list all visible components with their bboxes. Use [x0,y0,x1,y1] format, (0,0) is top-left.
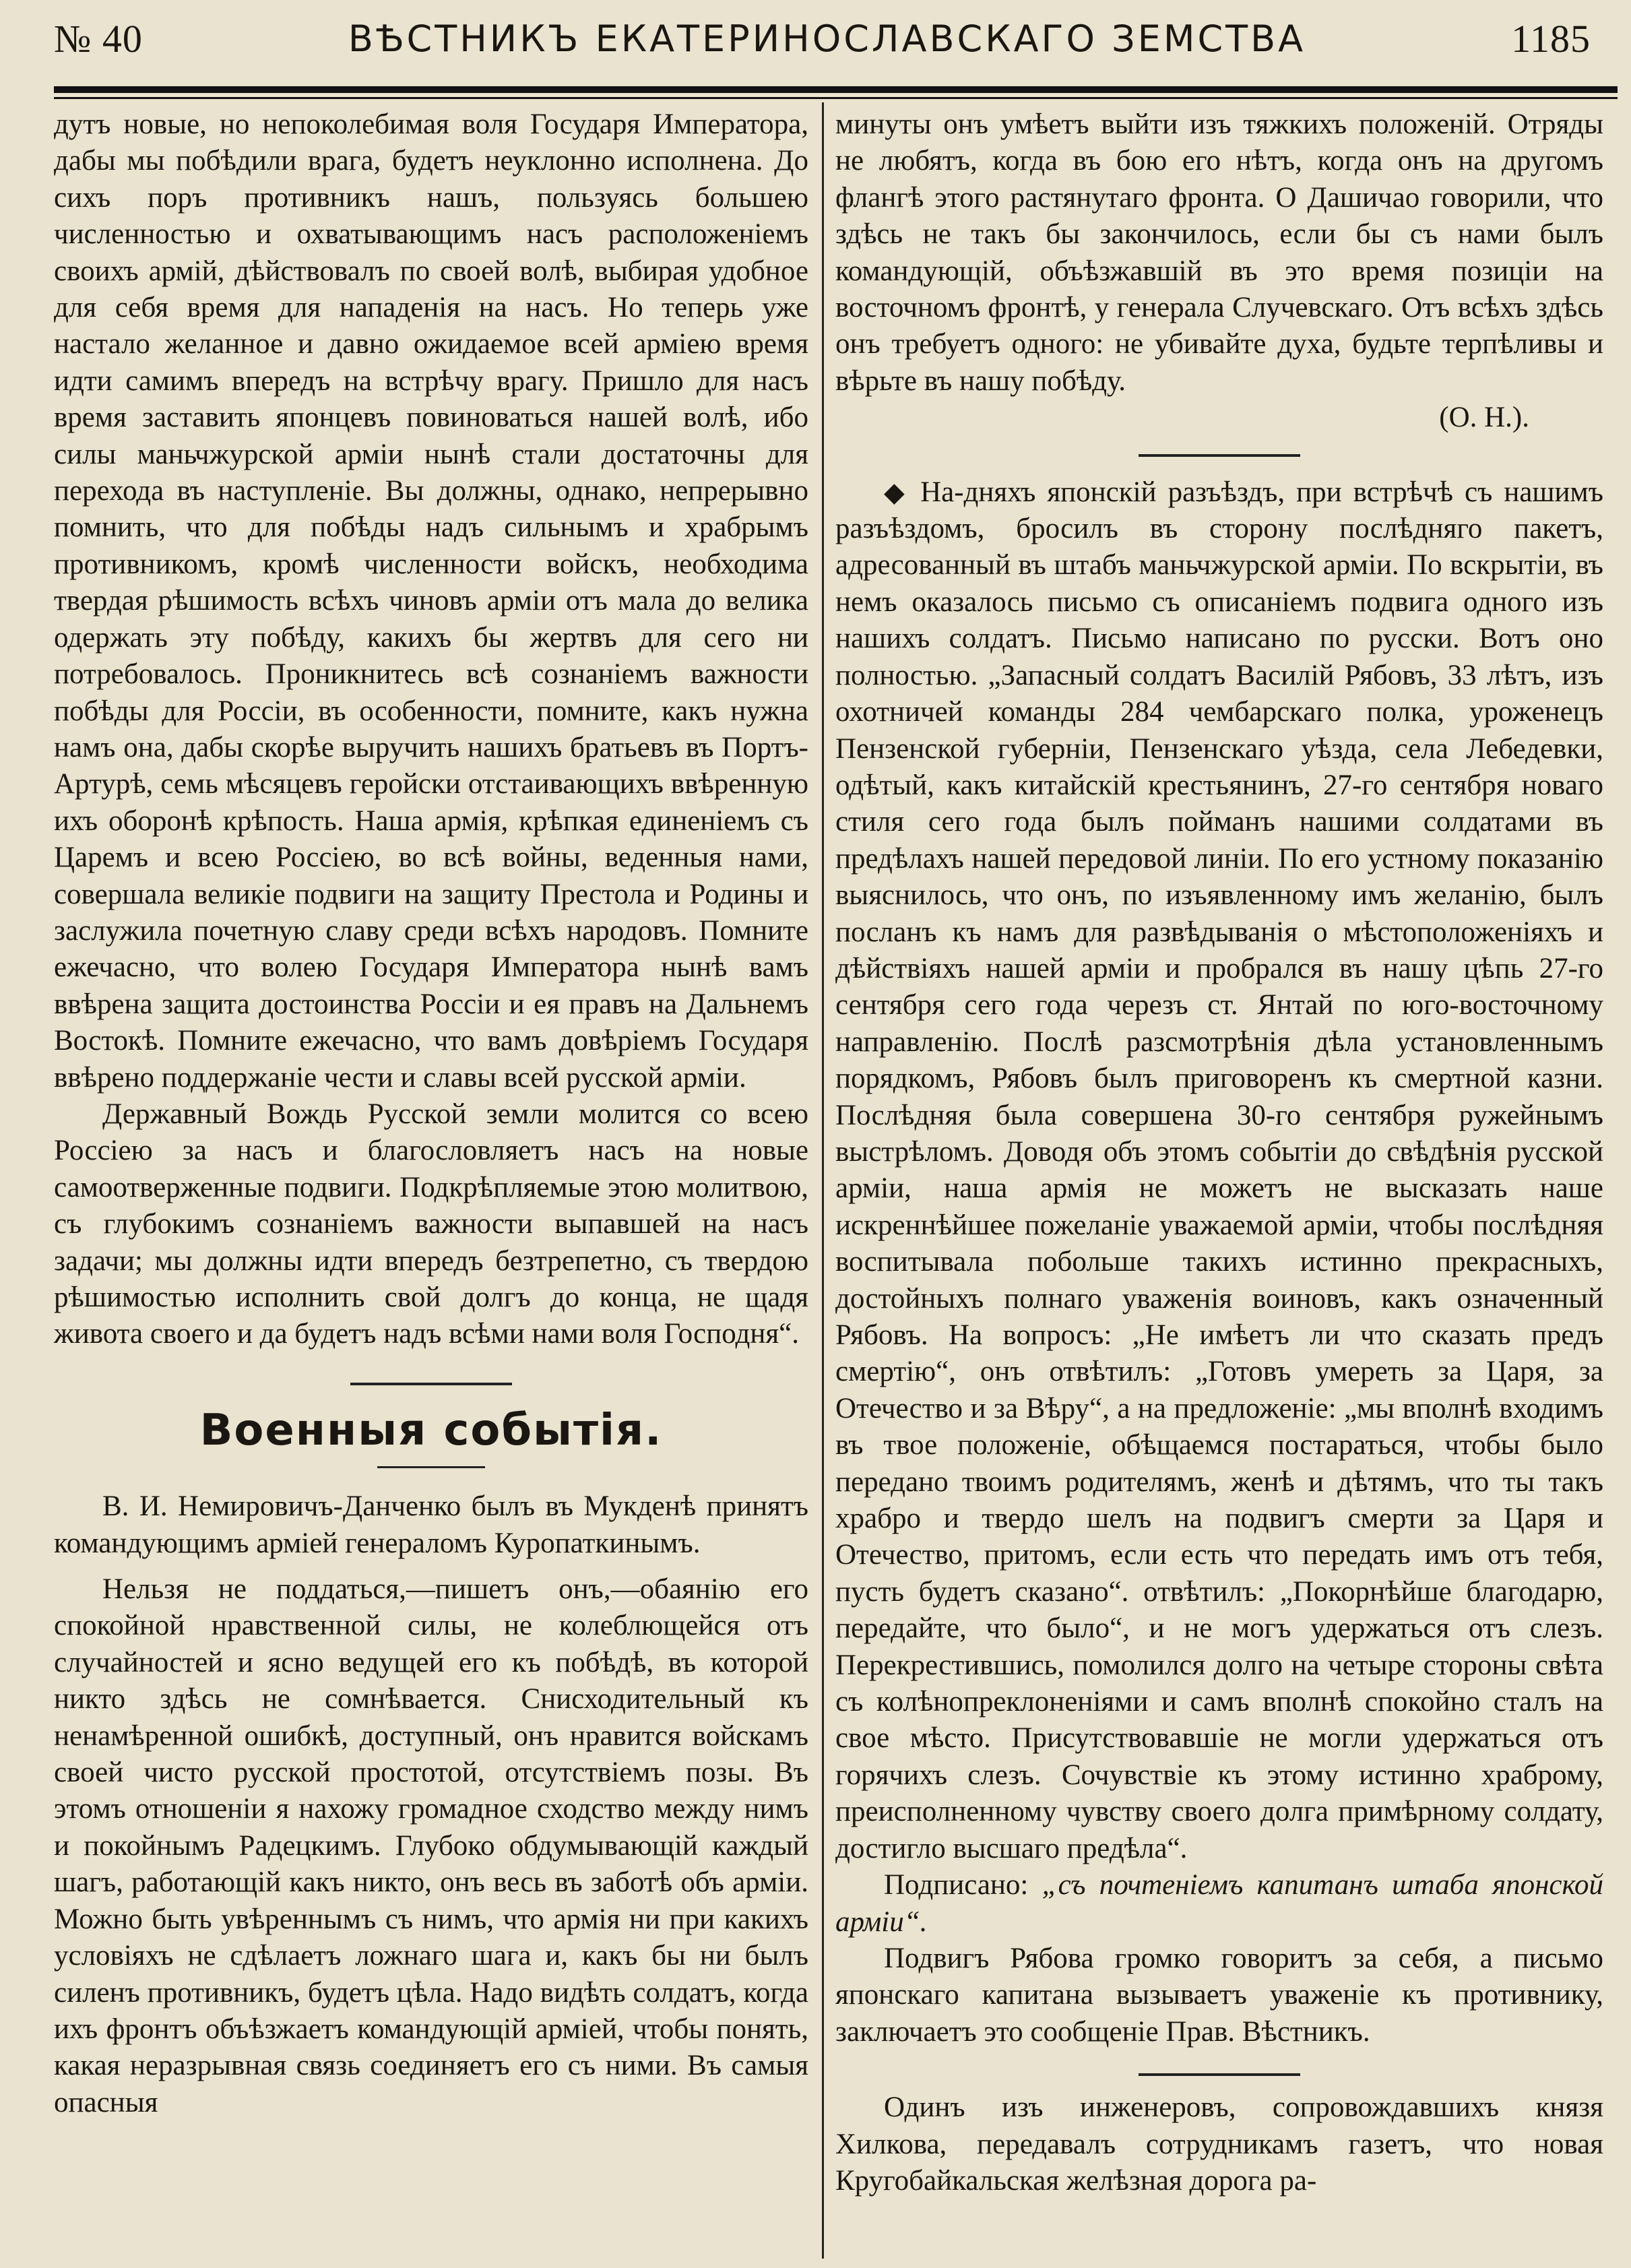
author-signature: (О. Н.). [1439,402,1529,434]
article-body: Нельзя не поддаться,—пишетъ онъ,—обаянію его спокойной нравственной силы, не колеблющейся отъ случайностей и ясно ведущей его къ побѣдѣ, въ которой никто здѣсь не сомнѣвается. Снисходительный къ ненамѣренной ошибкѣ, доступный, онъ нравится войскамъ своей чисто русской простотой, отсутствіемъ позы. Въ этомъ отношеніи я нахожу громадное сходство между нимъ и покойнымъ Радецкимъ. Глубоко обдумывающій каждый шагъ, работающій какъ никто, онъ весь въ заботѣ объ арміи. Можно быть увѣреннымъ съ нимъ, что армія ни при какихъ условіяхъ не сдѣлаетъ ложнаго шага и, какъ бы ни былъ силенъ противникъ, будетъ цѣла. Надо видѣть солдатъ, когда ихъ фронтъ объѣзжаетъ командующій арміей, чтобы понять, какая неразрывная связь соединяетъ его съ ними. Въ самыя опасныя [54,1573,808,2118]
article-intro: В. И. Немировичъ-Данченко былъ въ Мукденѣ принятъ командующимъ арміей генераломъ Куропаткинымъ. [54,1490,808,1559]
section-title-underline [377,1466,485,1468]
ryabov-conclusion: Подвигъ Рябова громко говоритъ за себя, а письмо японскаго капитана вызываетъ уваженіе къ противнику, заключаетъ это сообщеніе Прав. Вѣстникъ. [835,1942,1603,2048]
item-divider [1139,454,1300,457]
diamond-bullet-icon: ◆ [884,476,909,508]
japanese-letter-item: ◆ На-дняхъ японскій разъѣздъ, при встрѣчѣ съ нашимъ разъѣздомъ, бросилъ въ сторону послѣдняго пакетъ, адресованный въ штабъ маньчжурской арміи. По вскрытіи, въ немъ оказалось письмо съ описаніемъ подвига одного изъ нашихъ солдатъ. Письмо написано по русски. Вотъ оно полностью. „Запасный солдатъ Василій Рябовъ, 33 лѣтъ, изъ охотничей команды 284 чембарскаго полка, уроженецъ Пензенской губерніи, Пензенскаго уѣзда, села Лебедевки, одѣтый, какъ китайскій крестьянинъ, 27-го сентября новаго стиля сего года былъ пойманъ нашими солдатами въ предѣлахъ нашей передовой линіи. По его устному показанію выяснилось, что онъ, по изъявленному имъ желанію, былъ посланъ къ намъ для развѣдыванія о мѣстоположеніяхъ и дѣйствіяхъ нашей арміи и пробрался въ нашу цѣпь 27-го сентября сего года черезъ ст. Янтай по юго-восточному направленію. Послѣ разсмотрѣнія дѣла установленнымъ порядкомъ, Рябовъ былъ приговоренъ къ смертной казни. Послѣдняя была совершена 30-го сентября ружейнымъ выстрѣломъ. Доводя объ этомъ событіи до свѣдѣнія русской арміи, наша армія не можетъ не высказать наше искреннѣйшее пожеланіе уважаемой арміи, чтобы послѣдняя воспитывала побольше такихъ истинно прекрасныхъ, достойныхъ полнаго уваженія воиновъ, какъ означенный Рябовъ. На вопросъ: „Не имѣетъ ли что сказать предъ смертію“, онъ отвѣтилъ: „Готовъ умереть за Царя, за Отечество и за Вѣру“, а на предложеніе: „мы вполнѣ входимъ въ твое положеніе, обѣщаемся постараться, чтобы было передано твоимъ родителямъ, женѣ и дѣтямъ, что ты такъ храбро и твердо шелъ на подвигъ смерти за Царя и Отечество, притомъ, если есть что передать имъ отъ тебя, пусть будетъ сказано“. отвѣтилъ: „Покорнѣйше благодарю, передайте, что было“, и не могъ удержаться отъ слезъ. Перекрестившись, помолился долго на четыре стороны свѣта съ колѣнопреклоненіями и самъ вполнѣ спокойно сталъ на свое мѣсто. Присутствовавшіе не могли удержаться отъ горячихъ слезъ. Сочувствіе къ этому истинно храброму, преисполненному чувству своего долга примѣрному солдату, достигло высшаго предѣла“. [835,476,1603,1864]
railway-item: Одинъ изъ инженеровъ, сопровождавшихъ князя Хилкова, передавалъ сотрудникамъ газетъ, что новая Кругобайкальская желѣзная дорога ра- [835,2091,1603,2197]
header-rule-thick [54,86,1618,93]
column-divider [822,102,824,2259]
header-rule-thin [54,97,1618,99]
section-divider [350,1383,512,1385]
order-text-closing: Державный Вождь Русской земли молится со всею Россіею за насъ и благословляетъ насъ на новые самоотверженные подвиги. Подкрѣпляемые этою молитвою, съ глубокимъ сознаніемъ важности выпавшей на насъ задачи; мы должны идти впередъ безтрепетно, съ твердою рѣшимостью исполнить свой долгъ до конца, не щадя живота своего и да будетъ надъ всѣми нами воля Господня“. [54,1098,808,1350]
letter-signature: Подписано: „съ почтеніемъ капитанъ штаба японской арміи“. [835,1869,1603,1938]
right-column [835,106,1603,2199]
section-title: Военныя событія. [199,1405,663,1455]
article-body-continued: минуты онъ умѣетъ выйти изъ тяжкихъ положеній. Отряды не любятъ, когда въ бою его нѣтъ, когда онъ на другомъ флангѣ этого растянутаго фронта. О Дашичао говорили, что здѣсь не такъ бы закончилось, если бы съ нами былъ командующій, объѣзжавшій въ это время позиціи на восточномъ фронтѣ, у генерала Случевскаго. Отъ всѣхъ здѣсь онъ требуетъ одного: не убивайте духа, будьте терпѣливы и вѣрьте въ нашу побѣду. (О. Н.). [835,106,1603,437]
page-header [54,8,1591,69]
masthead-title: ВѢСТНИКЪ ЕКАТЕРИНОСЛАВСКАГО ЗЕМСТВА [348,17,1306,60]
order-text-continued: дутъ новые, но непоколебимая воля Государя Императора, дабы мы побѣдили врага, будетъ неуклонно исполнена. До сихъ поръ противникъ нашъ, пользуясь большею численностью и охватывающимъ насъ расположенiемъ своихъ армій, дѣйствовалъ по своей волѣ, выбирая удобное для себя время для нападенія на насъ. Но теперь уже настало желанное и давно ожидаемое всей арміею время идти самимъ впередъ на встрѣчу врагу. Пришло для насъ время заставить японцевъ повиноваться нашей волѣ, ибо силы маньчжурской арміи нынѣ стали достаточны для перехода въ наступленіе. Вы должны, однако, непрерывно помнить, что для побѣды надъ сильнымъ и храбрымъ противникомъ, кромѣ численности войскъ, необходима твердая рѣшимость всѣхъ чиновъ арміи отъ мала до велика одержать эту побѣду, какихъ бы жертвъ для сего ни потребовалось. Проникнитесь всѣ сознаніемъ важности побѣды для Россіи, въ особенности, помните, какъ нужна намъ она, дабы скорѣе выручить нашихъ братьевъ въ Портъ-Артурѣ, семь мѣсяцевъ геройски отстаивающихъ ввѣренную ихъ оборонѣ крѣпость. Наша армія, крѣпкая единеніемъ съ Царемъ и всею Россіею, во всѣ войны, веденныя нами, совершала великіе подвиги на защиту Престола и Родины и заслужила почетную славу среди всѣхъ народовъ. Помните ежечасно, что волею Государя Императора нынѣ вамъ ввѣрена защита достоинства Россіи и ея правъ на Дальнемъ Востокѣ. Помните ежечасно, что вамъ довѣріемъ Государя ввѣрено поддержаніе чести и славы всей русской арміи. [54,108,808,1094]
page-number: 1185 [1511,16,1591,61]
item-divider-2 [1139,2073,1300,2076]
issue-number: № 40 [54,16,143,61]
letter-signature-italic: „съ почтеніемъ капитанъ штаба японской арміи“. [835,1869,1603,1938]
left-column [54,106,808,2121]
